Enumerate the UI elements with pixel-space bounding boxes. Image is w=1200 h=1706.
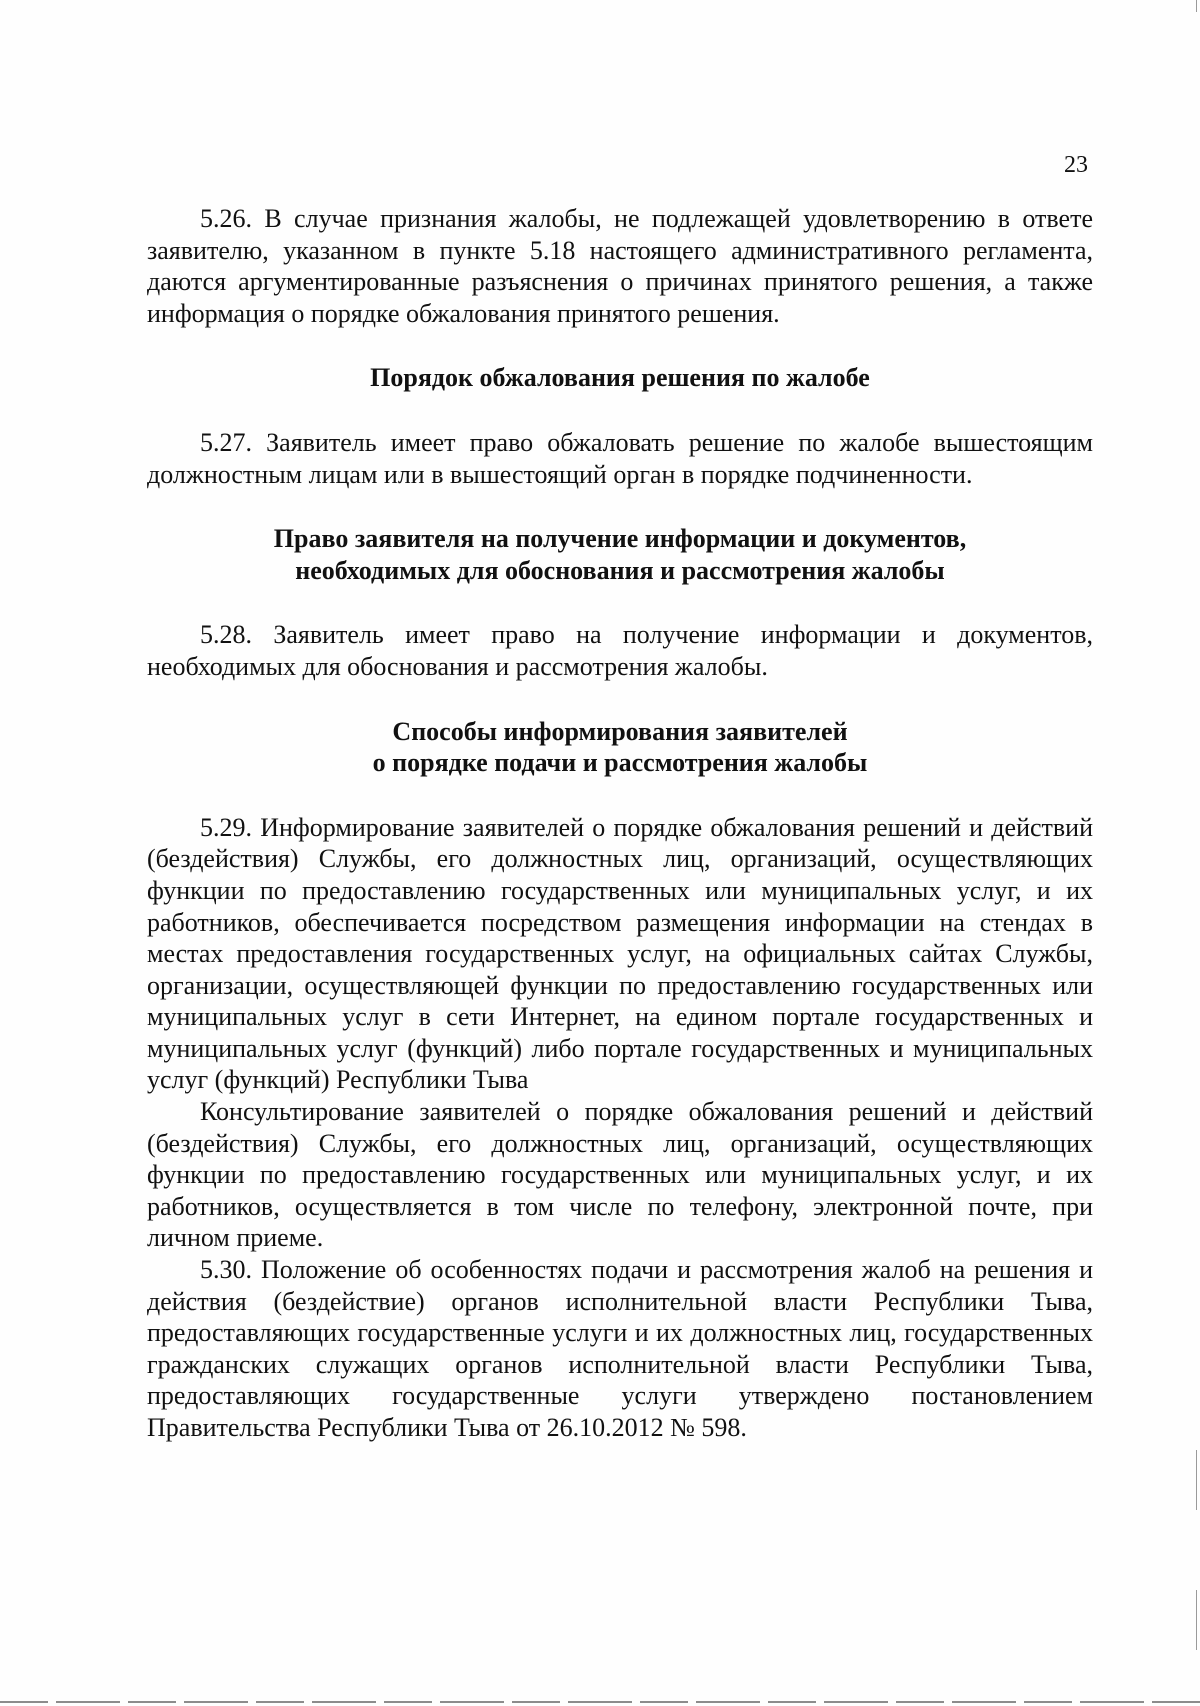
paragraph-5-29: 5.29. Информирование заявителей о порядке обжалования решений и действий (бездействия) Службы, его должностных лиц, организаций, осуществляющих функции по предоставлению государственных или муниципальных услуг, и их работников, обеспечивается посредством размещения информации на стендах в местах предоставления государственных услуг, на официальных сайтах Службы, организации, осуществляющей функции по предоставлению государственных или муниципальных услуг в сети Интернет, на едином портале государственных и муниципальных услуг (функций) либо портале государственных и муниципальных услуг (функций) Республики Тыва [147, 812, 1093, 1095]
paragraph-5-27: 5.27. Заявитель имеет право обжаловать решение по жалобе вышестоящим должностным лицам или в вышестоящий орган в порядке подчиненности. [147, 427, 1093, 489]
paragraph-5-26: 5.26. В случае признания жалобы, не подлежащей удовлетворению в ответе заявителю, указанном в пункте 5.18 настоящего административного регламента, даются аргументированные разъяснения о причинах принятого решения, а также информация о порядке обжалования принятого решения. [147, 204, 1093, 328]
paragraph-5-28: 5.28. Заявитель имеет право на получение информации и документов, необходимых для обоснования и рассмотрения жалобы. [147, 620, 1093, 681]
page-number: 23 [1064, 152, 1088, 178]
paragraph-consultation: Консультирование заявителей о порядке обжалования решений и действий (бездействия) Службы, его должностных лиц, организаций, осуществляющих функции по предоставлению государственных или муниципальных услуг, и их работников, осуществляется в том числе по телефону, электронной почте, при личном приеме. [147, 1097, 1093, 1253]
section-heading-appeal-procedure [147, 362, 1093, 394]
heading-line: Способы информирования заявителей [392, 716, 848, 746]
scan-right-edge-mark [1196, 0, 1197, 12]
section-heading-informing-methods [147, 716, 1093, 779]
heading-line: о порядке подачи и рассмотрения жалобы [372, 748, 868, 778]
heading-line: Право заявителя на получение информации и документов, [273, 524, 967, 554]
section-heading-right-to-information [147, 523, 1093, 586]
heading-line: необходимых для обоснования и рассмотрения жалобы [295, 555, 945, 585]
heading-line: Порядок обжалования решения по жалобе [370, 363, 870, 393]
paragraph-5-30: 5.30. Положение об особенностях подачи и рассмотрения жалоб на решения и действия (бездействие) органов исполнительной власти Республики Тыва, предоставляющих государственные услуги и их должностных лиц, государственных гражданских служащих органов исполнительной власти Республики Тыва, предоставляющих государственные услуги утверждено постановлением Правительства Республики Тыва от 26.10.2012 № 598. [147, 1255, 1093, 1442]
scan-bottom-edge [0, 1701, 1200, 1703]
document-body [147, 203, 1093, 1444]
scan-right-edge-mark [1196, 1450, 1197, 1510]
scan-right-edge-mark [1196, 1590, 1197, 1650]
